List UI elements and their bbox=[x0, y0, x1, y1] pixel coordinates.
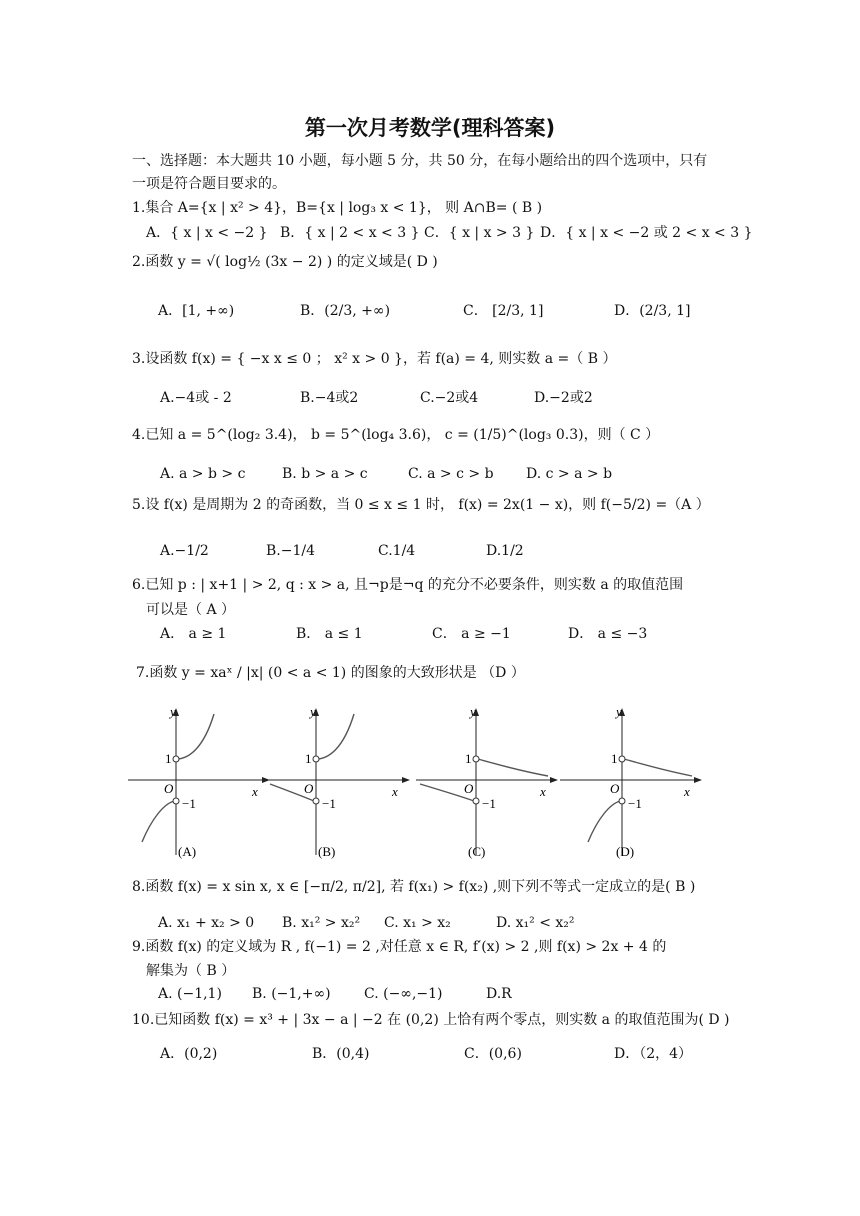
graph-a-one: 1 bbox=[165, 751, 172, 766]
q2-option-c: C． [2/3, 1] bbox=[463, 303, 544, 319]
q1-stem: 1.集合 A={x | x² > 4}，B={x | log₃ x < 1}， 则 A∩B= ( B ) bbox=[132, 200, 543, 216]
graph-d bbox=[560, 704, 702, 859]
graph-c-one: 1 bbox=[465, 751, 472, 766]
q3-option-d: D.−2或2 bbox=[534, 390, 593, 406]
q4-option-c: C. a > c > b bbox=[408, 466, 494, 482]
q3-stem: 3.设函数 f(x) = { −x x ≤ 0 ； x² x > 0 }，若 f(a) = 4, 则实数 a =（ B ） bbox=[132, 351, 617, 367]
q2-option-a: A．[1, +∞) bbox=[158, 303, 235, 319]
q4-option-a: A. a > b > c bbox=[160, 466, 246, 482]
q1-option-d: D．{ x | x < −2 或 2 < x < 3 } bbox=[540, 225, 753, 241]
graph-d-neg-one: −1 bbox=[628, 796, 642, 811]
graph-a-y-label: y bbox=[170, 704, 176, 719]
q4-stem: 4.已知 a = 5^(log₂ 3.4)， b = 5^(log₄ 3.6)， c = (1/5)^(log₃ 0.3)，则（ C ） bbox=[132, 427, 660, 443]
q10-option-c: C．(0,6) bbox=[464, 1046, 522, 1062]
graph-c-origin: O bbox=[464, 781, 474, 796]
q10-option-d: D．（2，4） bbox=[614, 1046, 693, 1062]
graph-b bbox=[268, 704, 410, 859]
q3-option-c: C.−2或4 bbox=[420, 390, 479, 406]
intro-line-2: 一项是符合题目要求的。 bbox=[132, 176, 286, 192]
q9-stem-cont: 解集为（ B ） bbox=[146, 963, 236, 979]
graph-a bbox=[128, 704, 270, 859]
q8-stem: 8.函数 f(x) = x sin x, x ∈ [−π/2, π/2], 若 f(x₁) > f(x₂) ,则下列不等式一定成立的是( B ) bbox=[132, 879, 696, 895]
q1-option-a: A．{ x | x < −2 } bbox=[146, 225, 268, 241]
q9-option-d: D.R bbox=[486, 986, 512, 1002]
q7-stem: 7.函数 y = xaˣ / |x| (0 < a < 1) 的图象的大致形状是 （D ） bbox=[136, 665, 525, 681]
q4-option-b: B. b > a > c bbox=[282, 466, 368, 482]
q10-stem: 10.已知函数 f(x) = x³ + | 3x − a | −2 在 (0,2) 上恰有两个零点，则实数 a 的取值范围为( D ) bbox=[132, 1012, 730, 1028]
graph-a-neg-one: −1 bbox=[182, 796, 196, 811]
q1-option-b: B．{ x | 2 < x < 3 } bbox=[280, 225, 420, 241]
q6-stem-cont: 可以是（ A ） bbox=[146, 602, 236, 618]
q8-option-a: A. x₁ + x₂ > 0 bbox=[158, 915, 255, 931]
graph-b-one: 1 bbox=[305, 751, 312, 766]
graph-c-caption: (C) bbox=[468, 844, 486, 859]
graph-c-y-label: y bbox=[470, 704, 476, 719]
q6-option-c: C． a ≥ −1 bbox=[432, 626, 511, 642]
graph-b-origin: O bbox=[304, 781, 314, 796]
q7-graphs bbox=[128, 700, 728, 870]
q9-option-a: A. (−1,1) bbox=[158, 986, 222, 1002]
graph-c-neg-one: −1 bbox=[482, 796, 496, 811]
graph-a-origin: O bbox=[164, 781, 174, 796]
q8-option-d: D. x₁² < x₂² bbox=[496, 915, 575, 931]
q9-option-c: C. (−∞,−1) bbox=[364, 986, 443, 1002]
graph-b-y-label: y bbox=[310, 704, 316, 719]
q5-option-c: C.1/4 bbox=[378, 543, 416, 559]
graph-d-origin: O bbox=[610, 781, 620, 796]
q3-option-b: B.−4或2 bbox=[300, 390, 359, 406]
q2-option-b: B．(2/3, +∞) bbox=[300, 303, 391, 319]
graph-a-caption: (A) bbox=[178, 844, 197, 859]
graph-c-x-label: x bbox=[540, 784, 546, 799]
graph-d-x-label: x bbox=[684, 784, 690, 799]
graph-d-caption: (D) bbox=[616, 844, 635, 859]
graph-c bbox=[416, 704, 558, 859]
q5-option-a: A.−1/2 bbox=[160, 543, 209, 559]
q6-option-a: A． a ≥ 1 bbox=[160, 626, 227, 642]
q9-option-b: B. (−1,+∞) bbox=[252, 986, 331, 1002]
q5-option-d: D.1/2 bbox=[486, 543, 524, 559]
q5-option-b: B.−1/4 bbox=[266, 543, 315, 559]
q2-stem: 2.函数 y = √( log½ (3x − 2) ) 的定义域是( D ) bbox=[132, 254, 438, 270]
graph-d-one: 1 bbox=[611, 751, 618, 766]
q6-stem: 6.已知 p : | x+1 | > 2, q : x > a, 且¬p是¬q 的充分不必要条件，则实数 a 的取值范围 bbox=[132, 577, 684, 593]
q4-option-d: D. c > a > b bbox=[526, 466, 613, 482]
q10-option-b: B．(0,4) bbox=[312, 1046, 370, 1062]
q3-option-a: A.−4或 - 2 bbox=[160, 390, 232, 406]
graph-b-neg-one: −1 bbox=[322, 796, 336, 811]
graph-b-x-label: x bbox=[392, 784, 398, 799]
q9-stem: 9.函数 f(x) 的定义域为 R , f(−1) = 2 ,对任意 x ∈ R, f′(x) > 2 ,则 f(x) > 2x + 4 的 bbox=[132, 939, 667, 955]
intro-line-1: 一、选择题：本大题共 10 小题，每小题 5 分，共 50 分，在每小题给出的四个选项中，只有 bbox=[132, 153, 708, 169]
q8-option-c: C. x₁ > x₂ bbox=[384, 915, 451, 931]
q2-option-d: D．(2/3, 1] bbox=[614, 303, 691, 319]
q8-option-b: B. x₁² > x₂² bbox=[282, 915, 361, 931]
page-title: 第一次月考数学(理科答案) bbox=[304, 116, 556, 140]
q1-option-c: C．{ x | x > 3 } bbox=[424, 225, 535, 241]
graph-d-y-label: y bbox=[616, 704, 622, 719]
q5-stem: 5.设 f(x) 是周期为 2 的奇函数，当 0 ≤ x ≤ 1 时， f(x) = 2x(1 − x)，则 f(−5/2) =（A ） bbox=[132, 497, 710, 513]
q10-option-a: A．(0,2) bbox=[160, 1046, 218, 1062]
graph-a-x-label: x bbox=[252, 784, 258, 799]
graph-b-caption: (B) bbox=[318, 844, 336, 859]
q6-option-b: B． a ≤ 1 bbox=[296, 626, 363, 642]
q6-option-d: D． a ≤ −3 bbox=[568, 626, 648, 642]
